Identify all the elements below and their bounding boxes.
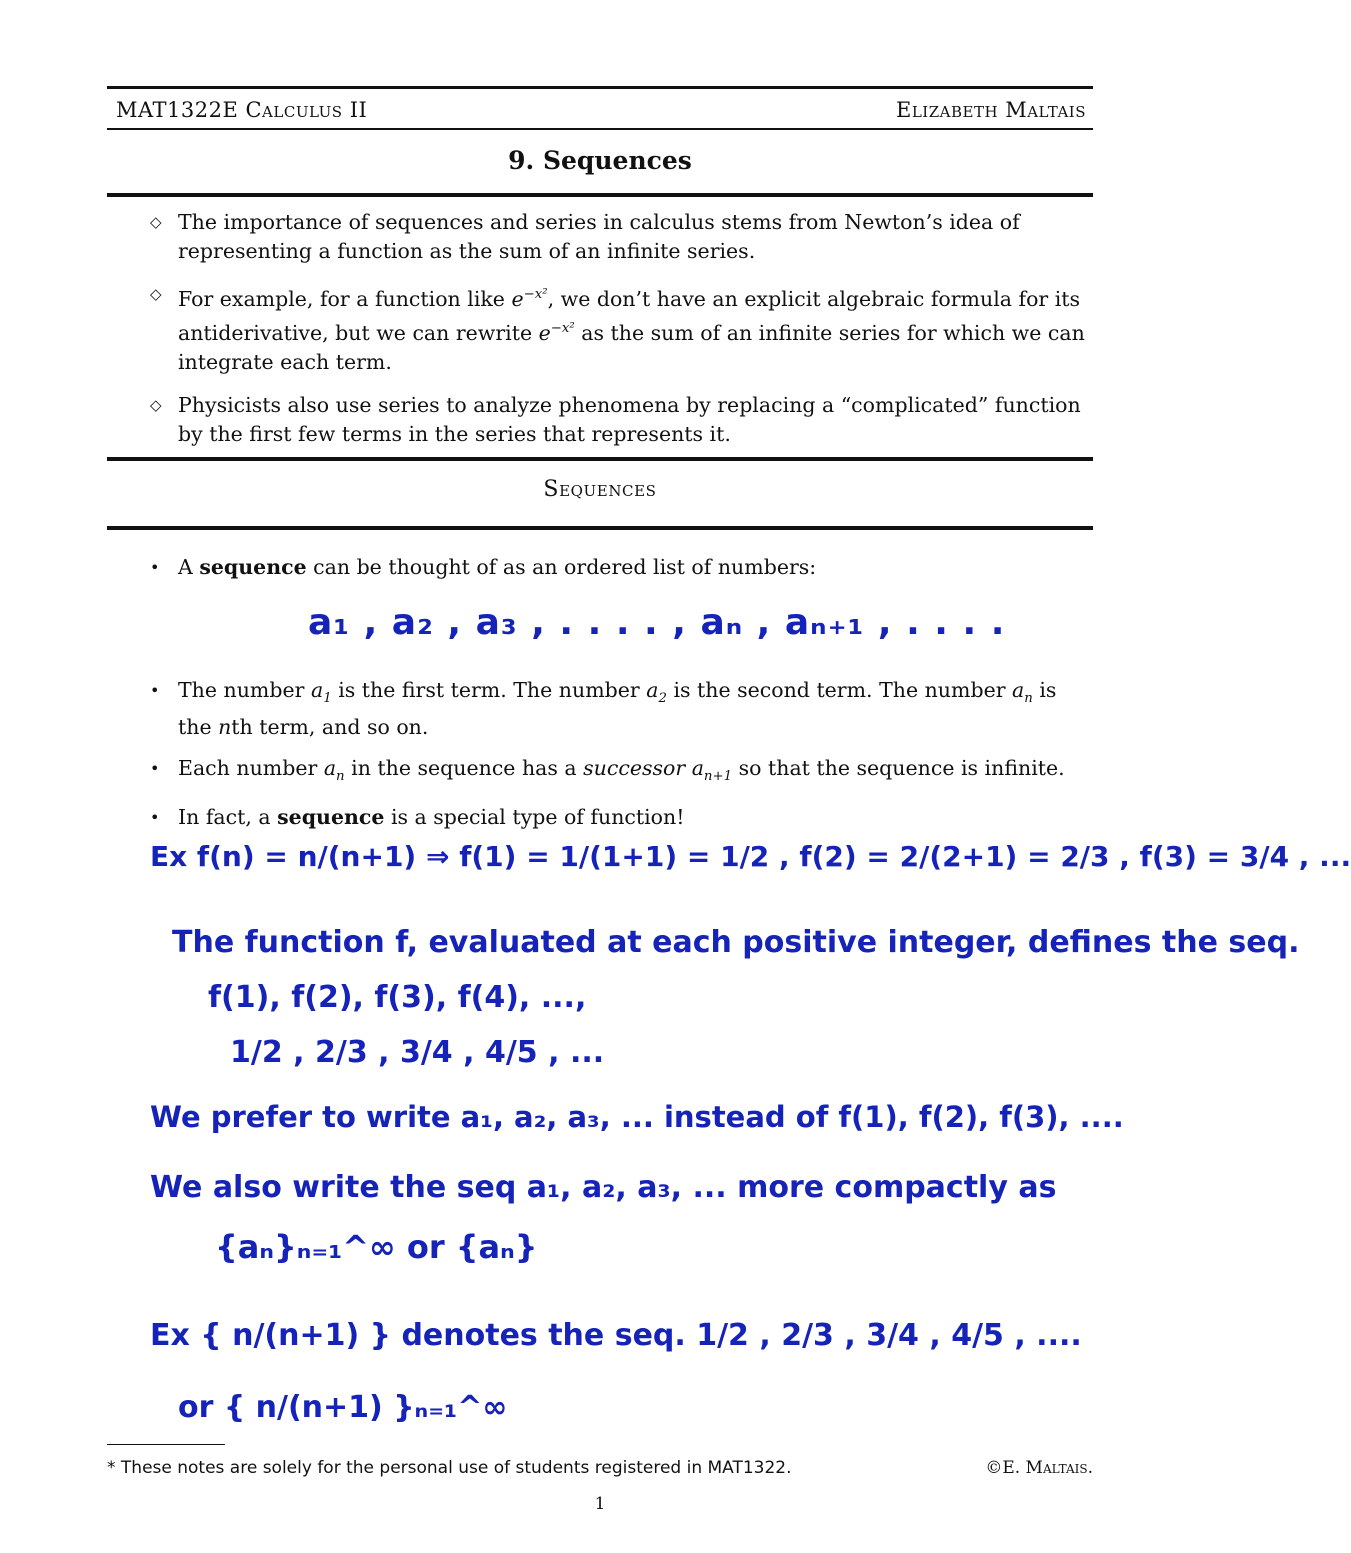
handwritten-fraction-values: 1/2 , 2/3 , 3/4 , 4/5 , ... <box>230 1035 605 1070</box>
list-item: • In fact, a sequence is a special type of function! <box>150 803 1095 832</box>
handwritten-prefer-line: We prefer to write a₁, a₂, a₃, ... instead of f(1), f(2), f(3), .... <box>150 1100 1124 1134</box>
handwritten-example-2-alt: or { n/(n+1) }ₙ₌₁^∞ <box>178 1390 508 1425</box>
section-bottom-rule <box>107 526 1093 530</box>
handwritten-f-values: f(1), f(2), f(3), f(4), ..., <box>208 980 587 1015</box>
handwritten-function-line: The function f, evaluated at each positive integer, defines the seq. <box>172 925 1300 960</box>
footnote-rule <box>107 1444 225 1445</box>
list-item: • The number $a_1$ is the first term. The number $a_2$ is the second term. The number $a_n$ is the nth term, and so on. <box>150 678 1057 740</box>
header-top-rule <box>107 86 1093 89</box>
list-item: • Each number $a_n$ in the sequence has a successor $a_{n+1}$ so that the sequence is infinite. <box>150 756 1065 785</box>
dot-bullet-icon: • <box>150 759 160 779</box>
diamond-bullet-icon: ◇ <box>150 285 162 303</box>
header-bottom-rule <box>107 128 1093 130</box>
course-title: MAT1322E Calculus II <box>116 98 368 122</box>
page-header <box>116 96 1086 124</box>
footnote <box>107 1458 1093 1478</box>
dot-bullet-icon: • <box>150 808 160 828</box>
diamond-bullet-icon: ◇ <box>150 395 162 414</box>
intro-bullet-list <box>150 208 1095 463</box>
copyright-notice: ©E. Maltais. <box>985 1458 1093 1478</box>
title-rule <box>107 193 1093 197</box>
page-title: 9. Sequences <box>508 146 692 175</box>
handwritten-notation-line: {aₙ}ₙ₌₁^∞ or {aₙ} <box>215 1228 538 1266</box>
dot-bullet-icon: • <box>150 558 160 577</box>
footnote-text: * These notes are solely for the personal use of students registered in MAT1322. <box>107 1458 792 1478</box>
list-item: ◇ The importance of sequences and series in calculus stems from Newton’s idea of representing a function as the sum of an infinite series. <box>150 210 1020 263</box>
dot-bullet-icon: • <box>150 681 160 700</box>
list-item: ◇ Physicists also use series to analyze phenomena by replacing a “complicated” function by the first few terms in the series that represents it. <box>150 392 1081 446</box>
handwritten-example-2: Ex { n/(n+1) } denotes the seq. 1/2 , 2/3 , 3/4 , 4/5 , .... <box>150 1318 1082 1353</box>
list-item: ◇ For example, for a function like $e^{-x^2}$, we don’t have an explicit algebraic formula for its antiderivative, but we can rewrite $e^{-x^2}$ as the sum of an infinite series for which we can integrate each term. <box>150 280 1095 377</box>
handwritten-example-1: Ex f(n) = n/(n+1) ⇒ f(1) = 1/(1+1) = 1/2 , f(2) = 2/(2+1) = 2/3 , f(3) = 3/4 , ... <box>150 840 1351 873</box>
diamond-bullet-icon: ◇ <box>150 213 162 231</box>
handwritten-sequence-list: a₁ , a₂ , a₃ , . . . . , aₙ , aₙ₊₁ , . . . . <box>308 602 1006 643</box>
section-top-rule <box>107 457 1093 461</box>
handwritten-compact-line: We also write the seq a₁, a₂, a₃, ... more compactly as <box>150 1170 1057 1205</box>
sequence-bullet-list-2 <box>150 676 1095 846</box>
list-item: • A sequence can be thought of as an ordered list of numbers: <box>150 553 1095 582</box>
author-name: Elizabeth Maltais <box>896 98 1086 122</box>
page-number: 1 <box>594 1494 606 1514</box>
section-heading: Sequences <box>543 477 657 502</box>
sequence-bullet-list-1 <box>150 553 1095 596</box>
